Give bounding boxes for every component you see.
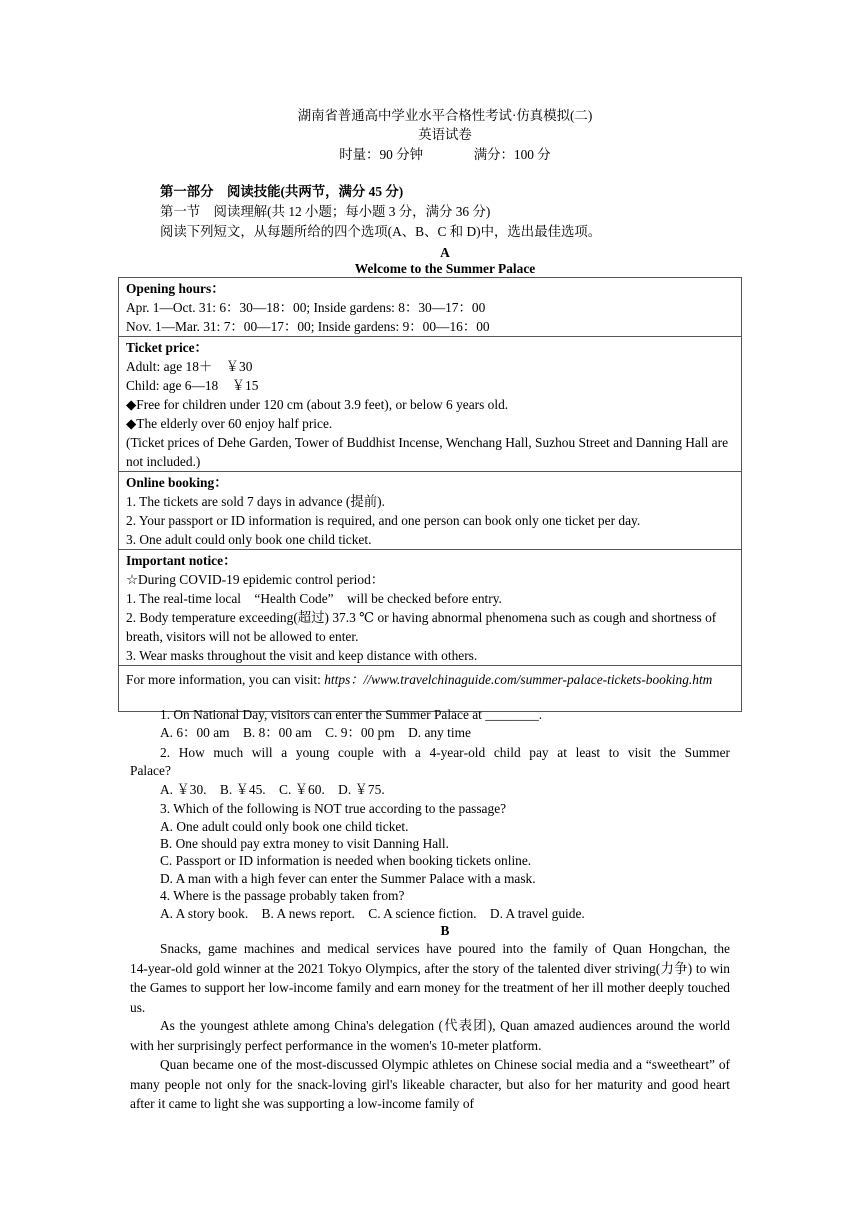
question-1-options: A. 6：00 am B. 8：00 am C. 9：00 pm D. any time [160,725,471,740]
question-2-options: A. ￥30. B. ￥45. C. ￥60. D. ￥75. [160,782,385,797]
time-limit: 时量：90 分钟 [339,147,423,162]
passage-b-paragraph-3: Quan became one of the most‑discussed Olympic athletes on Chinese social media and a “sweetheart” of many people not only for the snack-loving girl's likeable character, but also for her maturity and good heart after it came to light she was supporting a low‑income family of [130,1057,730,1111]
ticket-price-row [119,337,742,472]
important-notice-label: Important notice： [126,553,237,568]
palace-info-table [118,277,742,712]
booking-line: 2. Your passport or ID information is required, and one person can book only one ticket per day. [126,513,641,528]
notice-line: 2. Body temperature exceeding(超过) 37.3 ℃ or having abnormal phenomena such as cough and shortness of breath, visitors will not be allowed to enter. [126,610,717,644]
more-info-link[interactable]: www.travelchinaguide.com/summer-palace‑tickets-booking.htm [371,672,713,687]
notice-line: ☆During COVID‑19 epidemic control period： [126,572,385,587]
booking-line: 1. The tickets are sold 7 days in advance (提前). [126,494,385,509]
ticket-line: ◆Free for children under 120 cm (about 3.9 feet), or below 6 years old. [126,397,509,412]
passage-a-letter: A [440,245,450,260]
booking-line: 3. One adult could only book one child ticket. [126,532,372,547]
more-info-link-scheme[interactable]: https：// [324,672,372,687]
question-3-option: A. One adult could only book one child ticket. [160,819,409,834]
more-info-row [119,666,742,712]
opening-line: Nov. 1—Mar. 31: 7：00—17：00; Inside gardens: 9：00—16：00 [126,319,490,334]
part-heading: 第一部分 阅读技能(共两节，满分 45 分) [160,184,404,199]
opening-hours-label: Opening hours： [126,281,225,296]
online-booking-row [119,472,742,550]
question-3-option: B. One should pay extra money to visit Danning Hall. [160,836,449,851]
passage-b-paragraph-1: Snacks, game machines and medical services have poured into the family of Quan Hongchan, the 14‑year‑old gold winner at the 2021 Tokyo Olympics, after the story of the talented diver striving(力争) to win the Games to support her low-income family and earn money for the treatment of her ill mother deeply touched us. [130,941,730,1015]
passage-a-title: Welcome to the Summer Palace [354,261,536,276]
section-heading: 第一节 阅读理解(共 12 小题；每小题 3 分，满分 36 分) [160,204,491,219]
question-3: 3. Which of the following is NOT true according to the passage? [160,801,507,816]
ticket-price-label: Ticket price： [126,340,208,355]
question-3-option: C. Passport or ID information is needed when booking tickets online. [160,853,532,868]
exam-meta [0,145,860,164]
online-booking-label: Online booking： [126,475,228,490]
important-notice-row [119,550,742,666]
question-4-options: A. A story book. B. A news report. C. A science fiction. D. A travel guide. [160,906,585,921]
exam-title: 湖南省普通高中学业水平合格性考试·仿真模拟(二) [297,108,593,123]
passage-b-letter: B [440,923,450,938]
notice-line: 3. Wear masks throughout the visit and keep distance with others. [126,648,478,663]
ticket-line: ◆The elderly over 60 enjoy half price. [126,416,333,431]
question-3-option: D. A man with a high fever can enter the Summer Palace with a mask. [160,871,536,886]
opening-hours-row [119,278,742,337]
opening-line: Apr. 1—Oct. 31: 6：30—18：00; Inside gardens: 8：30—17：00 [126,300,486,315]
ticket-line: Child: age 6—18 ￥15 [126,378,259,393]
instruction: 阅读下列短文，从每题所给的四个选项(A、B、C 和 D)中，选出最佳选项。 [160,224,602,239]
more-info-text: For more information, you can visit: [126,672,325,687]
notice-line: 1. The real‑time local “Health Code” will be checked before entry. [126,591,502,606]
full-score: 满分：100 分 [473,147,551,162]
question-2-cont: Palace? [130,763,171,778]
question-2: 2. How much will a young couple with a 4‑year‑old child pay at least to visit the Summer [160,745,730,760]
question-4: 4. Where is the passage probably taken from? [160,888,405,903]
ticket-line: Adult: age 18＋ ￥30 [126,359,253,374]
ticket-line: (Ticket prices of Dehe Garden, Tower of Buddhist Incense, Wenchang Hall, Suzhou Street and Danning Hall are not included.) [126,435,729,469]
question-1: 1. On National Day, visitors can enter the Summer Palace at ________. [160,707,543,722]
exam-subject: 英语试卷 [418,127,472,142]
passage-b-paragraph-2: As the youngest athlete among China's delegation (代表团), Quan amazed audiences around the world with her surprisingly perfect performance in the women's 10‑meter platform. [130,1018,730,1053]
